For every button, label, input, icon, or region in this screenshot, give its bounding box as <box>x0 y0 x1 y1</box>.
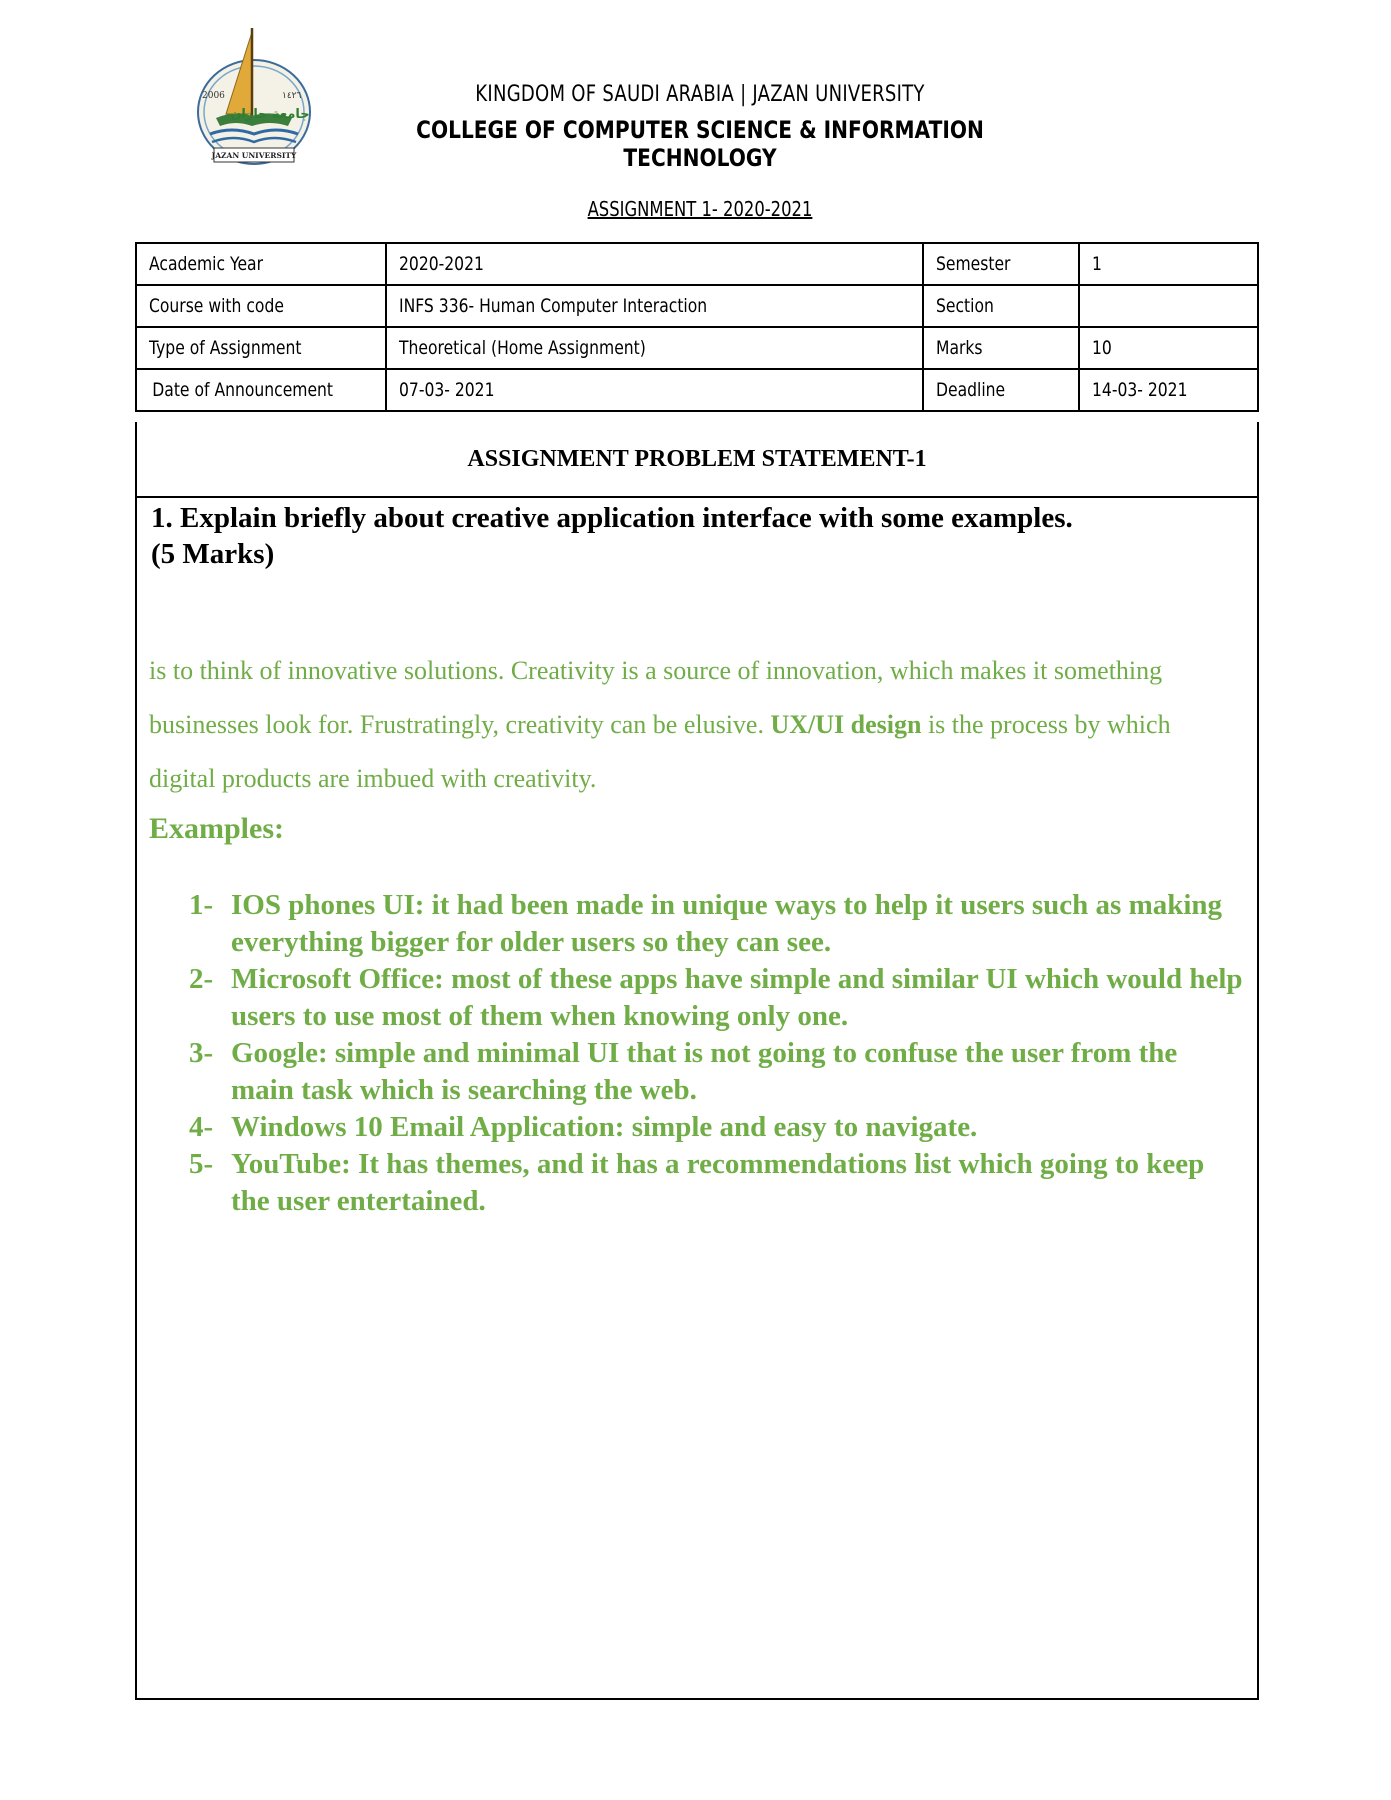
assignment-type-label: Type of Assignment <box>149 337 302 359</box>
section-label: Section <box>935 295 994 317</box>
problem-statement-heading: ASSIGNMENT PROBLEM STATEMENT-1 <box>137 422 1257 498</box>
jazan-university-logo <box>186 22 322 172</box>
table-row <box>136 369 1258 411</box>
answer-paragraph: is to think of innovative solutions. Creativity is a source of innovation, which makes it something businesses look for. Frustratingly, creativity can be elusive. UX/UI design is the process by which digital products are imbued with creativity. <box>149 656 1171 793</box>
announcement-date-label: Date of Announcement <box>152 379 334 401</box>
svg-text:١٤٢٦: ١٤٢٦ <box>282 91 302 101</box>
question <box>151 500 1073 572</box>
course-value: INFS 336- Human Computer Interaction <box>399 295 708 317</box>
table-row <box>136 285 1258 327</box>
svg-text:جامعة جازان: جامعة جازان <box>230 107 310 122</box>
semester-value: 1 <box>1091 253 1102 275</box>
announcement-date-value: 07-03- 2021 <box>399 379 495 401</box>
question-text: 1. Explain briefly about creative application interface with some examples. <box>151 502 1073 534</box>
assignment-title: ASSIGNMENT 1- 2020-2021 <box>587 197 813 221</box>
question-marks: (5 Marks) <box>151 538 275 570</box>
marks-label: Marks <box>935 337 983 359</box>
list-item: 4- Windows 10 Email Application: simple and easy to navigate. <box>189 1111 978 1143</box>
academic-year-label: Academic Year <box>149 253 263 275</box>
header-college: COLLEGE OF COMPUTER SCIENCE & INFORMATION TECHNOLOGY <box>416 116 984 172</box>
list-item: 5- YouTube: It has themes, and it has a recommendations list which going to keep the user entertained. <box>189 1148 1205 1217</box>
assignment-info-table <box>135 242 1259 412</box>
svg-text:2006: 2006 <box>202 91 225 101</box>
list-item: 2- Microsoft Office: most of these apps have simple and similar UI which would help users to use most of them when knowing only one. <box>189 963 1243 1032</box>
assignment-type-value: Theoretical (Home Assignment) <box>399 337 647 359</box>
marks-value: 10 <box>1091 337 1112 359</box>
problem-statement-box <box>135 422 1259 1700</box>
answer-highlight: UX/UI design <box>770 710 922 739</box>
deadline-value: 14-03- 2021 <box>1091 379 1188 401</box>
svg-text:JAZAN UNIVERSITY: JAZAN UNIVERSITY <box>211 151 297 160</box>
table-row <box>136 327 1258 369</box>
examples-heading: Examples: <box>149 812 284 845</box>
academic-year-value: 2020-2021 <box>399 253 485 275</box>
header-country-university: KINGDOM OF SAUDI ARABIA | JAZAN UNIVERSITY <box>475 82 925 107</box>
table-row <box>136 243 1258 285</box>
semester-label: Semester <box>935 253 1011 275</box>
course-label: Course with code <box>149 295 284 317</box>
list-item: 3- Google: simple and minimal UI that is not going to confuse the user from the main task which is searching the web. <box>189 1037 1178 1106</box>
list-item: 1- IOS phones UI: it had been made in unique ways to help it users such as making everything bigger for older users so they can see. <box>189 889 1223 958</box>
deadline-label: Deadline <box>935 379 1006 401</box>
examples-list <box>137 887 1247 1220</box>
